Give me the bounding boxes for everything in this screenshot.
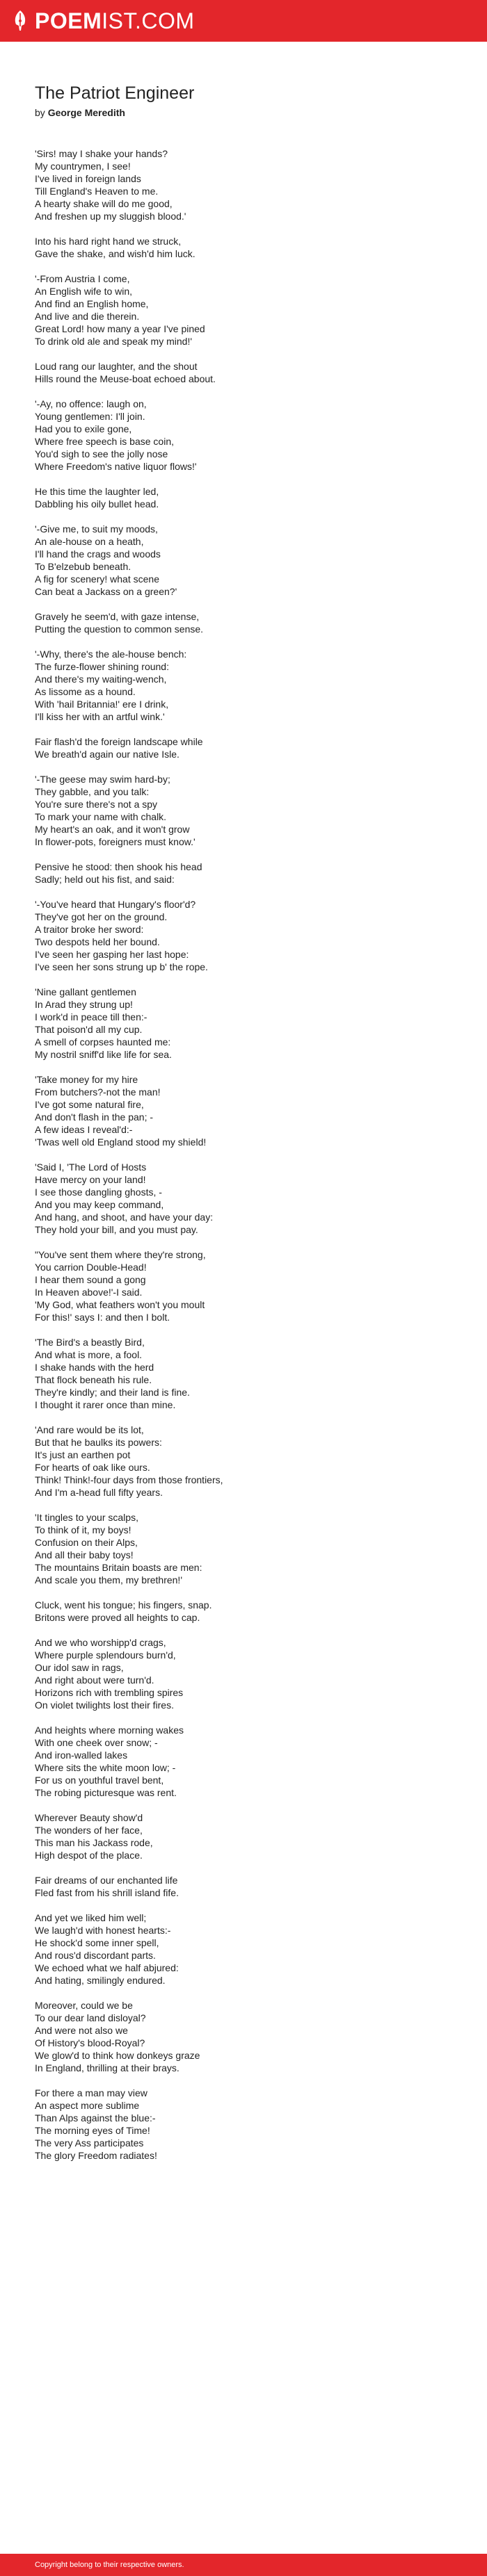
poem-line: And there's my waiting-wench, [35, 674, 167, 685]
poem-stanza [35, 1724, 452, 1799]
poem-stanza [35, 398, 452, 473]
poem-line: Moreover, could we be [35, 2000, 133, 2011]
poem-line: Horizons rich with trembling spires [35, 1687, 184, 1698]
poem-line: And you may keep command, [35, 1199, 164, 1210]
poem-line: We laugh'd with honest hearts:- [35, 1925, 171, 1936]
poem-line: You're sure there's not a spy [35, 799, 158, 810]
poem-line: To think of it, my boys! [35, 1524, 131, 1535]
poem-line: I've seen her gasping her last hope: [35, 949, 189, 960]
poem-stanza [35, 1248, 452, 1323]
poem-stanza [35, 147, 452, 222]
poem-line: Two despots held her bound. [35, 936, 160, 947]
copyright-text: Copyright belong to their respective owners. [35, 2561, 184, 2569]
poem-line: Into his hard right hand we struck, [35, 236, 182, 247]
poem-line: Have mercy on your land! [35, 1174, 146, 1185]
poem-line: High despot of the place. [35, 1850, 143, 1861]
poem-line: I've seen her sons strung up b' the rope. [35, 961, 208, 972]
poem-line: In Arad they strung up! [35, 999, 133, 1010]
poem-content [0, 42, 487, 2162]
poem-line: Cluck, went his tongue; his fingers, snap. [35, 1599, 212, 1611]
poem-line: And don't flash in the pan; - [35, 1111, 154, 1123]
poem-line: Sadly; held out his fist, and said: [35, 874, 175, 885]
poem-line: "You've sent them where they're strong, [35, 1249, 206, 1260]
poem-stanza [35, 735, 452, 760]
poem-line: We glow'd to think how donkeys graze [35, 2050, 200, 2061]
poem-stanza [35, 523, 452, 598]
poem-line: I've got some natural fire, [35, 1099, 144, 1110]
author-link[interactable]: George Meredith [47, 107, 125, 118]
poem-stanza [35, 1811, 452, 1861]
poem-line: And what is more, a fool. [35, 1349, 143, 1360]
poem-line: Gave the shake, and wish'd him luck. [35, 248, 195, 259]
poem-line: My nostril sniff'd like life for sea. [35, 1049, 172, 1060]
poem-line: Where free speech is base coin, [35, 436, 174, 447]
poem-line: That flock beneath his rule. [35, 1374, 152, 1385]
poem-line: And scale you them, my brethren!' [35, 1574, 182, 1585]
poem-stanza [35, 898, 452, 973]
poem-line: '-Ay, no offence: laugh on, [35, 398, 147, 409]
poem-line: A few ideas I reveal'd:- [35, 1124, 133, 1135]
poem-line: For hearts of oak like ours. [35, 1462, 150, 1473]
poem-line: They've got her on the ground. [35, 911, 168, 922]
poem-line: 'And rare would be its lot, [35, 1424, 144, 1435]
poem-line: Can beat a Jackass on a green?' [35, 586, 177, 597]
poem-line: They're kindly; and their land is fine. [35, 1387, 190, 1398]
quill-pen-icon [13, 10, 28, 32]
poem-line: 'Sirs! may I shake your hands? [35, 148, 168, 159]
poem-line: A fig for scenery! what scene [35, 573, 159, 585]
poem-stanza [35, 1161, 452, 1236]
poem-line: And yet we liked him well; [35, 1912, 147, 1923]
poem-line: And I'm a-head full fifty years. [35, 1487, 163, 1498]
poem-line: '-Give me, to suit my moods, [35, 523, 158, 535]
poem-stanza [35, 861, 452, 886]
poem-stanza [35, 1073, 452, 1148]
poem-line: They gabble, and you talk: [35, 786, 150, 797]
poem-line: And right about were turn'd. [35, 1674, 154, 1686]
poem-line: I'll kiss her with an artful wink.' [35, 711, 165, 722]
poem-line: A hearty shake will do me good, [35, 198, 173, 209]
poem-line: '-Why, there's the ale-house bench: [35, 649, 187, 660]
poem-line: My countrymen, I see! [35, 161, 131, 172]
site-header [0, 0, 487, 42]
poem-line: I hear them sound a gong [35, 1274, 146, 1285]
poem-line: A traitor broke her sword: [35, 924, 144, 935]
poem-line: Where sits the white moon low; - [35, 1762, 176, 1773]
poem-line: Gravely he seem'd, with gaze intense, [35, 611, 200, 622]
poem-stanza [35, 1336, 452, 1411]
poem-line: Young gentlemen: I'll join. [35, 411, 145, 422]
poem-line: Of History's blood-Royal? [35, 2037, 145, 2048]
poem-line: With one cheek over snow; - [35, 1737, 158, 1748]
poem-line: Britons were proved all heights to cap. [35, 1612, 200, 1623]
poem-line: The very Ass participates [35, 2137, 144, 2149]
poem-line: From butchers?-not the man! [35, 1086, 161, 1098]
poem-line: Wherever Beauty show'd [35, 1812, 143, 1823]
poem-line: And iron-walled lakes [35, 1750, 128, 1761]
poem-line: For this!' says I: and then I bolt. [35, 1312, 170, 1323]
poem-line: I've lived in foreign lands [35, 173, 141, 184]
poem-line: 'Take money for my hire [35, 1074, 138, 1085]
logo-text-bold: POEM [35, 8, 102, 33]
poem-stanza [35, 360, 452, 385]
poem-line: I see those dangling ghosts, - [35, 1187, 162, 1198]
poem-stanza [35, 1599, 452, 1624]
poem-line: On violet twilights lost their fires. [35, 1699, 174, 1711]
poem-line: '-The geese may swim hard-by; [35, 774, 170, 785]
poem-line: And were not also we [35, 2025, 128, 2036]
poem-stanza [35, 1511, 452, 1586]
poem-line: 'Twas well old England stood my shield! [35, 1136, 207, 1148]
poem-line: In Heaven above!'-I said. [35, 1287, 143, 1298]
poem-line: '-From Austria I come, [35, 273, 130, 284]
poem-line: The mountains Britain boasts are men: [35, 1562, 202, 1573]
poem-line: To drink old ale and speak my mind!' [35, 336, 193, 347]
by-label: by [35, 107, 45, 118]
poem-line: An ale-house on a heath, [35, 536, 144, 547]
poem-line: And heights where morning wakes [35, 1725, 184, 1736]
site-logo[interactable] [13, 9, 195, 33]
poem-line: To mark your name with chalk. [35, 811, 167, 822]
poem-line: In England, thrilling at their brays. [35, 2062, 179, 2073]
poem-line: 'Nine gallant gentlemen [35, 986, 136, 997]
byline [35, 106, 452, 120]
poem-line: In flower-pots, foreigners must know.' [35, 836, 195, 847]
poem-stanza [35, 648, 452, 723]
poem-line: You carrion Double-Head! [35, 1262, 147, 1273]
poem-line: A smell of corpses haunted me: [35, 1036, 171, 1047]
poem-line: 'My God, what feathers won't you moult [35, 1299, 205, 1310]
poem-line: He shock'd some inner spell, [35, 1937, 159, 1948]
poem-line: Hills round the Meuse-boat echoed about. [35, 373, 216, 384]
poem-line: The furze-flower shining round: [35, 661, 169, 672]
poem-line: We echoed what we half abjured: [35, 1962, 179, 1973]
poem-line: To our dear land disloyal? [35, 2012, 146, 2023]
poem-line: And all their baby toys! [35, 1549, 134, 1560]
poem-line: Confusion on their Alps, [35, 1537, 138, 1548]
poem-stanza [35, 235, 452, 260]
poem-line: I thought it rarer once than mine. [35, 1399, 176, 1410]
poem-line: With 'hail Britannia!' ere I drink, [35, 699, 169, 710]
poem-line: Till England's Heaven to me. [35, 186, 159, 197]
poem-line: My heart's an oak, and it won't grow [35, 824, 190, 835]
poem-line: Fair dreams of our enchanted life [35, 1875, 178, 1886]
poem-line: Dabbling his oily bullet head. [35, 498, 159, 510]
poem-stanza [35, 272, 452, 348]
poem-line: Fair flash'd the foreign landscape while [35, 736, 203, 747]
poem-line: And live and die therein. [35, 311, 140, 322]
poem-line: 'It tingles to your scalps, [35, 1512, 138, 1523]
poem-line: Where Freedom's native liquor flows!' [35, 461, 197, 472]
poem-line: I'll hand the crags and woods [35, 548, 161, 560]
poem-stanza [35, 1874, 452, 1899]
poem-line: We breath'd again our native Isle. [35, 749, 179, 760]
poem-stanza [35, 2087, 452, 2162]
poem-stanza [35, 610, 452, 635]
poem-line: An English wife to win, [35, 286, 133, 297]
poem-line: I shake hands with the herd [35, 1362, 154, 1373]
poem-line: You'd sigh to see the jolly nose [35, 448, 168, 459]
logo-text-light: IST.COM [102, 8, 195, 33]
poem-line: They hold your bill, and you must pay. [35, 1224, 198, 1235]
poem-stanza [35, 1999, 452, 2074]
poem-line: The glory Freedom radiates! [35, 2150, 157, 2161]
poem-stanza [35, 986, 452, 1061]
poem-line: The robing picturesque was rent. [35, 1787, 177, 1798]
poem-line: '-You've heard that Hungary's floor'd? [35, 899, 196, 910]
poem-stanza [35, 1636, 452, 1711]
poem-line: As lissome as a hound. [35, 686, 136, 697]
poem-line: Think! Think!-four days from those frontiers, [35, 1474, 223, 1485]
poem-stanza [35, 485, 452, 510]
poem-title: The Patriot Engineer [35, 83, 195, 103]
poem-line: And hating, smilingly endured. [35, 1975, 166, 1986]
poem-line: Loud rang our laughter, and the shout [35, 361, 198, 372]
poem-line: That poison'd all my cup. [35, 1024, 143, 1035]
poem-line: The wonders of her face, [35, 1825, 143, 1836]
poem-line: But that he baulks its powers: [35, 1437, 162, 1448]
poem-line: He this time the laughter led, [35, 486, 159, 497]
poem-line: 'Said I, 'The Lord of Hosts [35, 1161, 147, 1173]
poem-line: And we who worshipp'd crags, [35, 1637, 166, 1648]
poem-line: Had you to exile gone, [35, 423, 132, 434]
poem-stanza [35, 1424, 452, 1499]
poem-line: And rous'd discordant parts. [35, 1950, 156, 1961]
poem-line: For us on youthful travel bent, [35, 1775, 164, 1786]
poem-line: For there a man may view [35, 2087, 147, 2098]
poem-line: An aspect more sublime [35, 2100, 140, 2111]
poem-line: And hang, and shoot, and have your day: [35, 1212, 214, 1223]
poem-line: 'The Bird's a beastly Bird, [35, 1337, 145, 1348]
poem-line: Great Lord! how many a year I've pined [35, 323, 205, 334]
poem-line: I work'd in peace till then:- [35, 1011, 147, 1022]
poem-line: To B'elzebub beneath. [35, 561, 131, 572]
poem-line: Putting the question to common sense. [35, 623, 204, 635]
poem-stanza [35, 773, 452, 848]
poem-line: This man his Jackass rode, [35, 1837, 153, 1848]
poem-body [35, 147, 452, 2162]
poem-line: Fled fast from his shrill island fife. [35, 1887, 179, 1898]
poem-line: Pensive he stood: then shook his head [35, 861, 202, 872]
site-footer [0, 2554, 487, 2576]
poem-line: Our idol saw in rags, [35, 1662, 124, 1673]
poem-stanza [35, 1911, 452, 1987]
poem-line: The morning eyes of Time! [35, 2125, 150, 2136]
poem-line: Where purple splendours burn'd, [35, 1649, 176, 1661]
poem-line: And find an English home, [35, 298, 149, 309]
poem-line: And freshen up my sluggish blood.' [35, 211, 186, 222]
poem-line: It's just an earthen pot [35, 1449, 131, 1460]
poem-line: Than Alps against the blue:- [35, 2112, 156, 2123]
